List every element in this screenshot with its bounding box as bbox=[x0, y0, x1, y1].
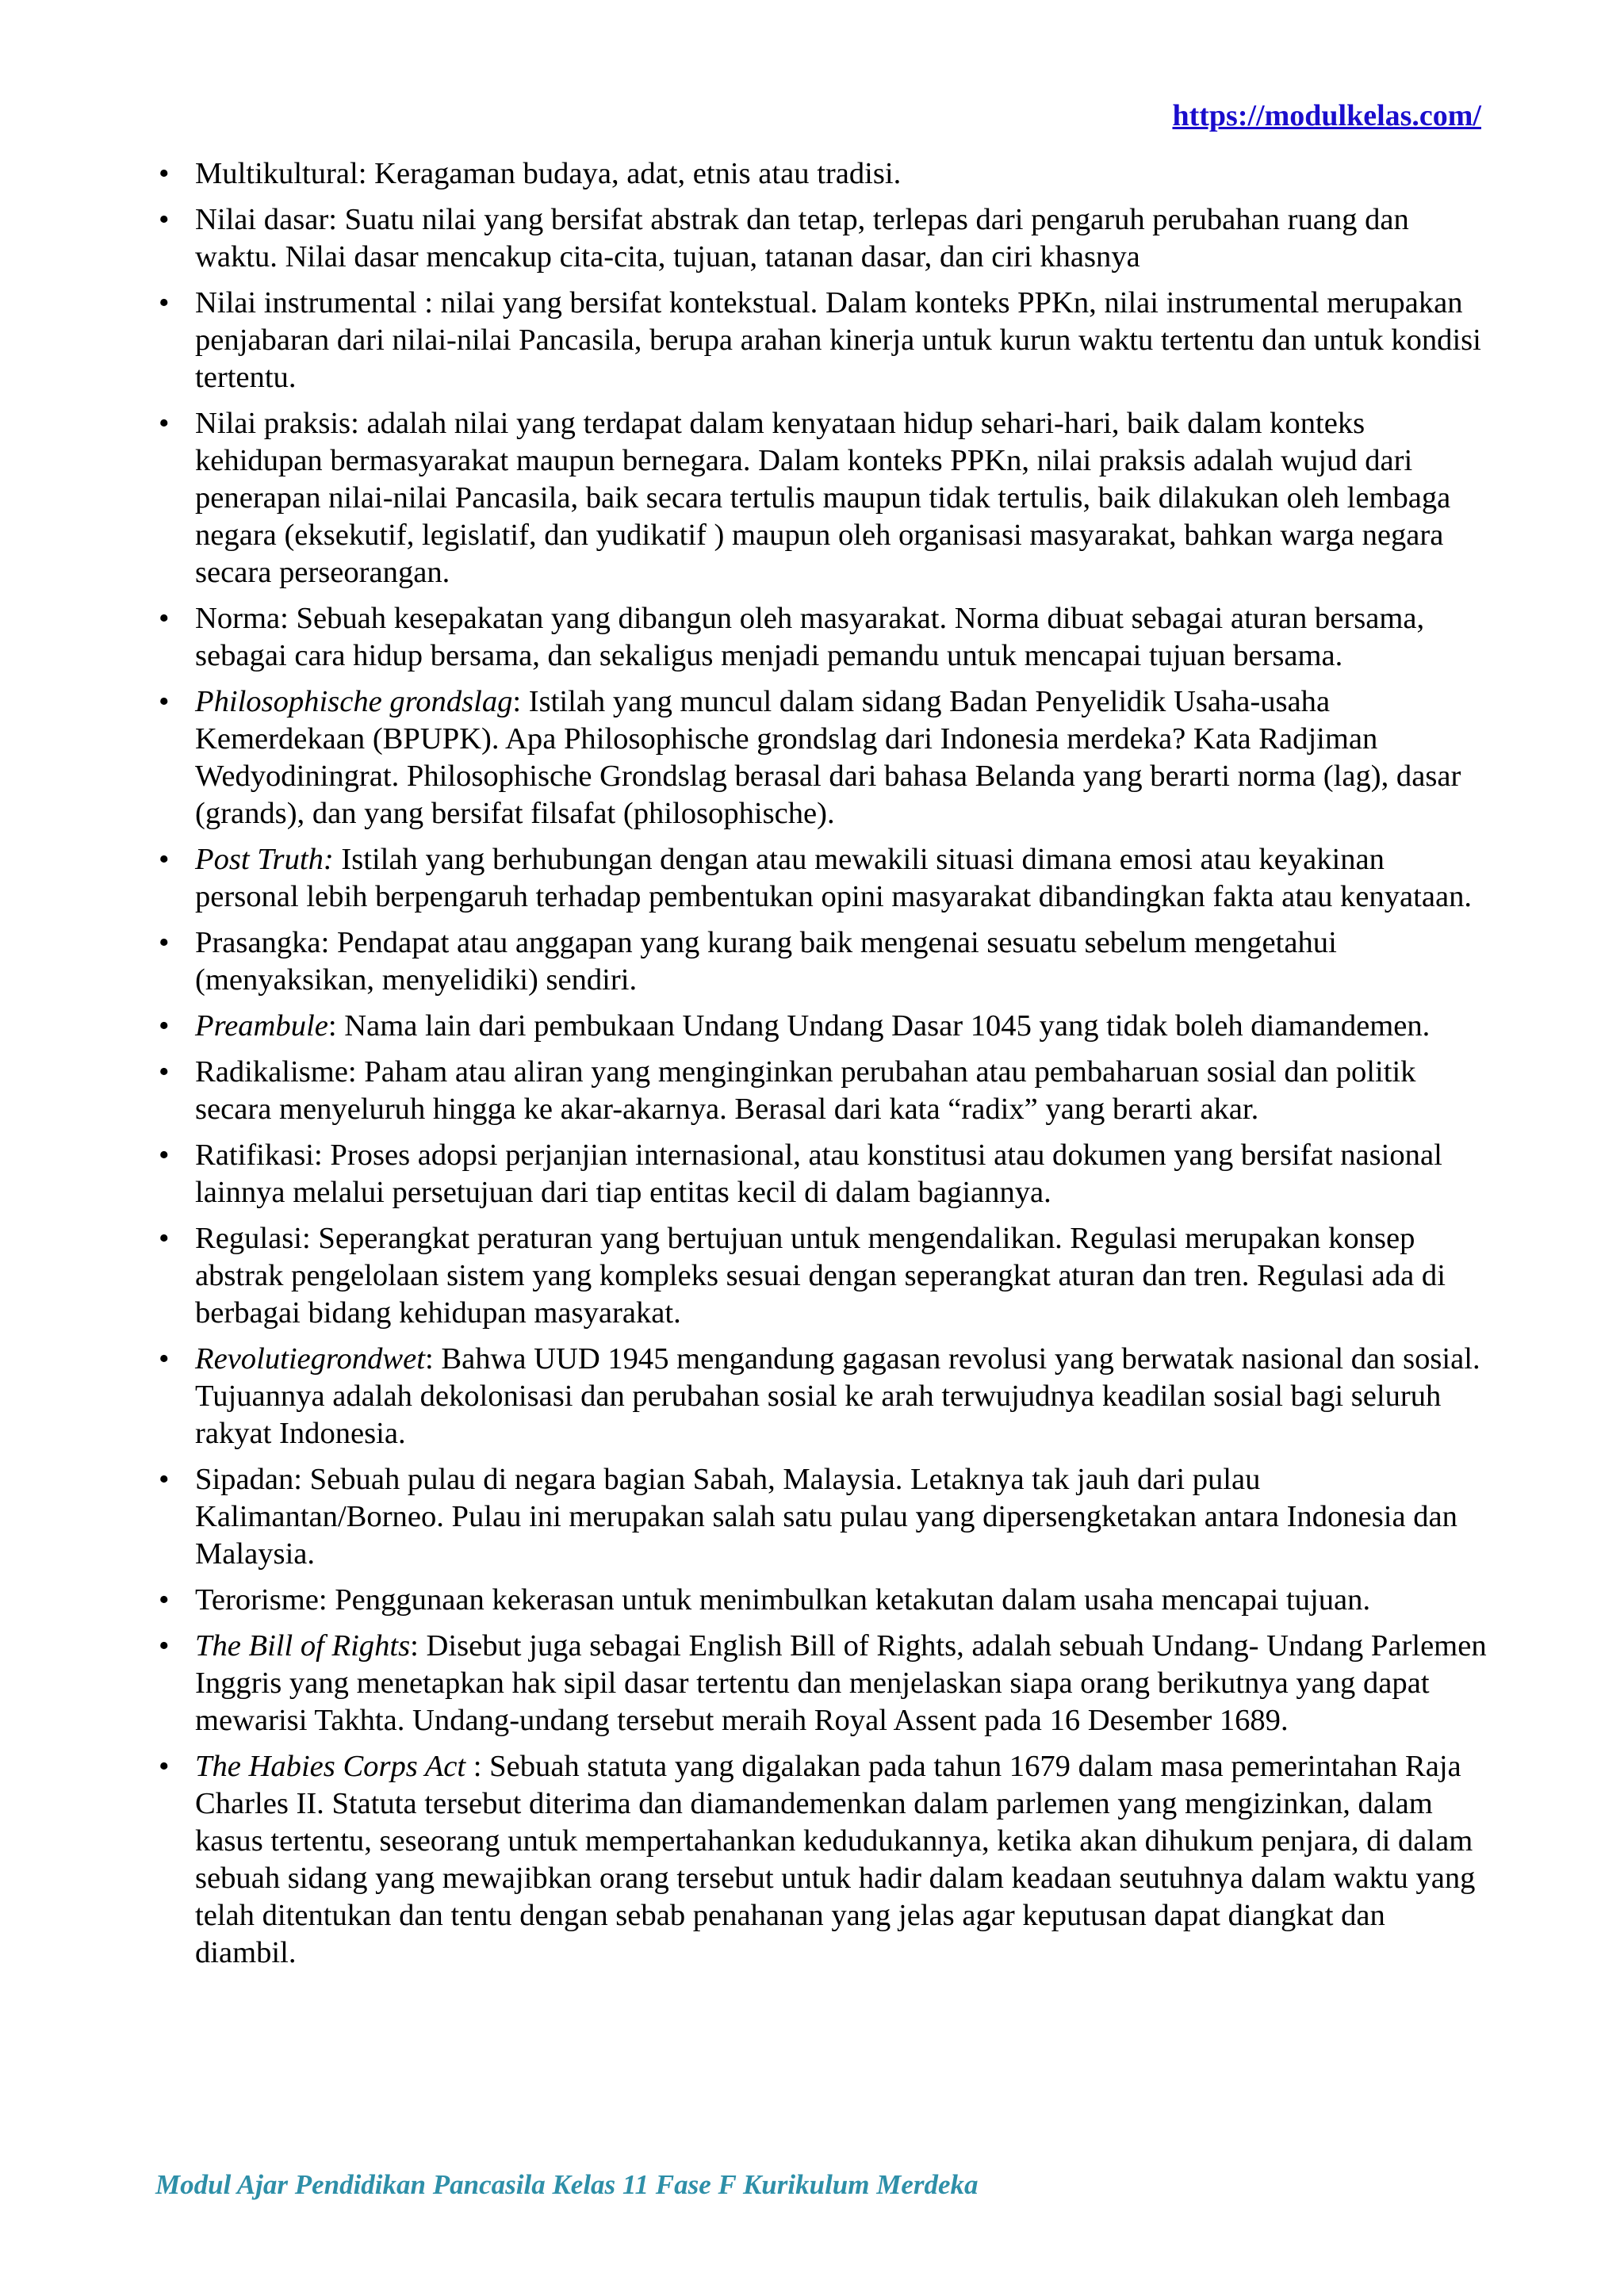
bullet-icon: • bbox=[159, 286, 170, 320]
term-separator: : bbox=[327, 1009, 345, 1043]
bullet-icon: • bbox=[159, 926, 170, 959]
glossary-definition: Bahwa UUD 1945 mengandung gagasan revolusi yang berwatak nasional dan sosial. Tujuannya adalah dekolonisasi dan perubahan sosial ke arah terwujudnya keadilan sosial bagi seluruh rakyat Indonesia. bbox=[195, 1342, 1480, 1450]
term-separator: : bbox=[328, 203, 345, 236]
glossary-entry bbox=[159, 285, 1487, 396]
bullet-icon: • bbox=[159, 1463, 170, 1496]
glossary-definition: Seperangkat peraturan yang bertujuan untuk mengendalikan. Regulasi merupakan konsep abstrak pengelolaan sistem yang kompleks sesuai dengan seperangkat aturan dan tren. Regulasi ada di berbagai bidang kehidupan masyarakat. bbox=[195, 1222, 1446, 1330]
glossary-term: Preambule bbox=[195, 1009, 328, 1043]
glossary-term: Post Truth: bbox=[195, 843, 334, 876]
glossary-term: Terorisme bbox=[195, 1583, 319, 1617]
bullet-icon: • bbox=[159, 1342, 170, 1376]
bullet-icon: • bbox=[159, 203, 170, 236]
glossary-definition: Pendapat atau anggapan yang kurang baik mengenai sesuatu sebelum mengetahui (menyaksikan, menyelidiki) sendiri. bbox=[195, 926, 1337, 997]
glossary-term: Regulasi bbox=[195, 1222, 303, 1255]
glossary-term: Sipadan bbox=[195, 1463, 294, 1496]
glossary-entry bbox=[159, 600, 1487, 675]
term-separator: : bbox=[410, 1629, 427, 1663]
glossary-definition: Istilah yang muncul dalam sidang Badan Penyelidik Usaha-usaha Kemerdekaan (BPUPK). Apa Philosophische grondslag dari Indonesia merdeka? Kata Radjiman Wedyodiningrat. Philosophische Grondslag berasal dari bahasa Belanda yang berarti norma (lag), dasar (grands), dan yang bersifat filsafat (philosophische). bbox=[195, 685, 1461, 830]
glossary-definition: Paham atau aliran yang menginginkan perubahan atau pembaharuan sosial dan politik secara menyeluruh hingga ke akar-akarnya. Berasal dari kata “radix” yang berarti akar. bbox=[195, 1055, 1416, 1126]
bullet-icon: • bbox=[159, 157, 170, 190]
glossary-entry bbox=[159, 841, 1487, 916]
bullet-icon: • bbox=[159, 602, 170, 635]
glossary-entry bbox=[159, 405, 1487, 591]
glossary-entry bbox=[159, 1137, 1487, 1211]
glossary-definition: adalah nilai yang terdapat dalam kenyataan hidup sehari-hari, baik dalam konteks kehidupan bermasyarakat maupun bernegara. Dalam konteks PPKn, nilai praksis adalah wujud dari penerapan nilai-nilai Pancasila, baik secara tertulis maupun tidak tertulis, baik dilakukan oleh lembaga negara (eksekutif, legislatif, dan yudikatif ) maupun oleh organisasi masyarakat, bahkan warga negara secara perseorangan. bbox=[195, 407, 1451, 589]
term-separator: : bbox=[358, 157, 375, 190]
term-separator: : bbox=[314, 1138, 331, 1172]
glossary-entry bbox=[159, 201, 1487, 276]
glossary-definition: Nama lain dari pembukaan Undang Undang Dasar 1045 yang tidak boleh diamandemen. bbox=[344, 1009, 1431, 1043]
term-separator: : bbox=[280, 602, 297, 635]
term-separator: : bbox=[465, 1750, 490, 1783]
term-separator: : bbox=[293, 1463, 310, 1496]
glossary-term: The Bill of Rights bbox=[195, 1629, 411, 1663]
glossary-definition: Sebuah kesepakatan yang dibangun oleh masyarakat. Norma dibuat sebagai aturan bersama, sebagai cara hidup bersama, dan sekaligus menjadi pemandu untuk mencapai tujuan bersama. bbox=[195, 602, 1425, 672]
bullet-icon: • bbox=[159, 1750, 170, 1783]
bullet-icon: • bbox=[159, 685, 170, 718]
bullet-icon: • bbox=[159, 1009, 170, 1043]
glossary-entry bbox=[159, 1008, 1487, 1045]
glossary-definition: Suatu nilai yang bersifat abstrak dan tetap, terlepas dari pengaruh perubahan ruang dan waktu. Nilai dasar mencakup cita-cita, tujuan, tatanan dasar, dan ciri khasnya bbox=[195, 203, 1409, 274]
glossary-definition: Keragaman budaya, adat, etnis atau tradisi. bbox=[374, 157, 902, 190]
term-separator: : bbox=[416, 286, 441, 320]
glossary-definition: Penggunaan kekerasan untuk menimbulkan ketakutan dalam usaha mencapai tujuan. bbox=[335, 1583, 1371, 1617]
glossary-term: Nilai dasar bbox=[195, 203, 329, 236]
bullet-icon: • bbox=[159, 1138, 170, 1172]
glossary-definition: Proses adopsi perjanjian internasional, atau konstitusi atau dokumen yang bersifat nasional lainnya melalui persetujuan dari tiap entitas kecil di dalam bagiannya. bbox=[195, 1138, 1442, 1209]
glossary-entry bbox=[159, 924, 1487, 999]
glossary-entry bbox=[159, 1628, 1487, 1739]
glossary-definition: Disebut juga sebagai English Bill of Rights, adalah sebuah Undang- Undang Parlemen Inggris yang menetapkan hak sipil dasar tertentu dan menjelaskan siapa orang berikutnya yang dapat mewarisi Takhta. Undang-undang tersebut meraih Royal Assent pada 16 Desember 1689. bbox=[195, 1629, 1487, 1737]
term-separator: : bbox=[302, 1222, 319, 1255]
glossary-term: Prasangka bbox=[195, 926, 321, 959]
term-separator: : bbox=[320, 926, 337, 959]
glossary-definition: Istilah yang berhubungan dengan atau mewakili situasi dimana emosi atau keyakinan personal lebih berpengaruh terhadap pembentukan opini masyarakat dibandingkan fakta atau kenyataan. bbox=[195, 843, 1473, 913]
bullet-icon: • bbox=[159, 1583, 170, 1617]
term-separator: : bbox=[347, 1055, 365, 1089]
glossary-entry bbox=[159, 1461, 1487, 1573]
glossary-definition: Sebuah statuta yang digalakan pada tahun 1679 dalam masa pemerintahan Raja Charles II. Statuta tersebut diterima dan diamandemenkan dalam parlemen yang mengizinkan, dalam kasus tertentu, seseorang untuk mempertahankan kedudukannya, ketika akan dihukum penjara, di dalam sebuah sidang yang mewajibkan orang tersebut untuk hadir dalam keadaan seutuhnya dalam waktu yang telah ditentukan dan tentu dengan sebab penahanan yang jelas agar keputusan dapat diangkat dan diambil. bbox=[195, 1750, 1476, 1969]
term-separator: : bbox=[512, 685, 529, 718]
glossary-term: Nilai instrumental bbox=[195, 286, 417, 320]
glossary-term: Radikalisme bbox=[195, 1055, 348, 1089]
glossary-entry bbox=[159, 155, 1487, 193]
glossary-entry bbox=[159, 1748, 1487, 1972]
glossary-term: The Habies Corps Act bbox=[195, 1750, 466, 1783]
glossary-term: Norma bbox=[195, 602, 281, 635]
glossary-entry bbox=[159, 1220, 1487, 1332]
term-separator bbox=[334, 843, 342, 876]
glossary-entry bbox=[159, 1054, 1487, 1128]
term-separator: : bbox=[350, 407, 367, 440]
glossary-definition: Sebuah pulau di negara bagian Sabah, Malaysia. Letaknya tak jauh dari pulau Kalimantan/Borneo. Pulau ini merupakan salah satu pulau yang dipersengketakan antara Indonesia dan Malaysia. bbox=[195, 1463, 1457, 1571]
bullet-icon: • bbox=[159, 407, 170, 440]
bullet-icon: • bbox=[159, 843, 170, 876]
glossary-list bbox=[159, 155, 1487, 1980]
glossary-entry bbox=[159, 1582, 1487, 1619]
footer-title: Modul Ajar Pendidikan Pancasila Kelas 11 Fase F Kurikulum Merdeka bbox=[155, 2169, 979, 2200]
glossary-term: Revolutiegrondwet bbox=[195, 1342, 425, 1376]
glossary-entry bbox=[159, 683, 1487, 832]
term-separator: : bbox=[424, 1342, 442, 1376]
bullet-icon: • bbox=[159, 1222, 170, 1255]
glossary-term: Multikultural bbox=[195, 157, 358, 190]
glossary-term: Philosophische grondslag bbox=[195, 685, 513, 718]
term-separator: : bbox=[318, 1583, 335, 1617]
header-url-link[interactable]: https://modulkelas.com/ bbox=[1172, 99, 1481, 132]
bullet-icon: • bbox=[159, 1629, 170, 1663]
glossary-term: Nilai praksis bbox=[195, 407, 351, 440]
glossary-term: Ratifikasi bbox=[195, 1138, 314, 1172]
glossary-entry bbox=[159, 1341, 1487, 1452]
bullet-icon: • bbox=[159, 1055, 170, 1089]
glossary-definition: nilai yang bersifat kontekstual. Dalam konteks PPKn, nilai instrumental merupakan penjabaran dari nilai-nilai Pancasila, berupa arahan kinerja untuk kurun waktu tertentu dan untuk kondisi tertentu. bbox=[195, 286, 1481, 394]
